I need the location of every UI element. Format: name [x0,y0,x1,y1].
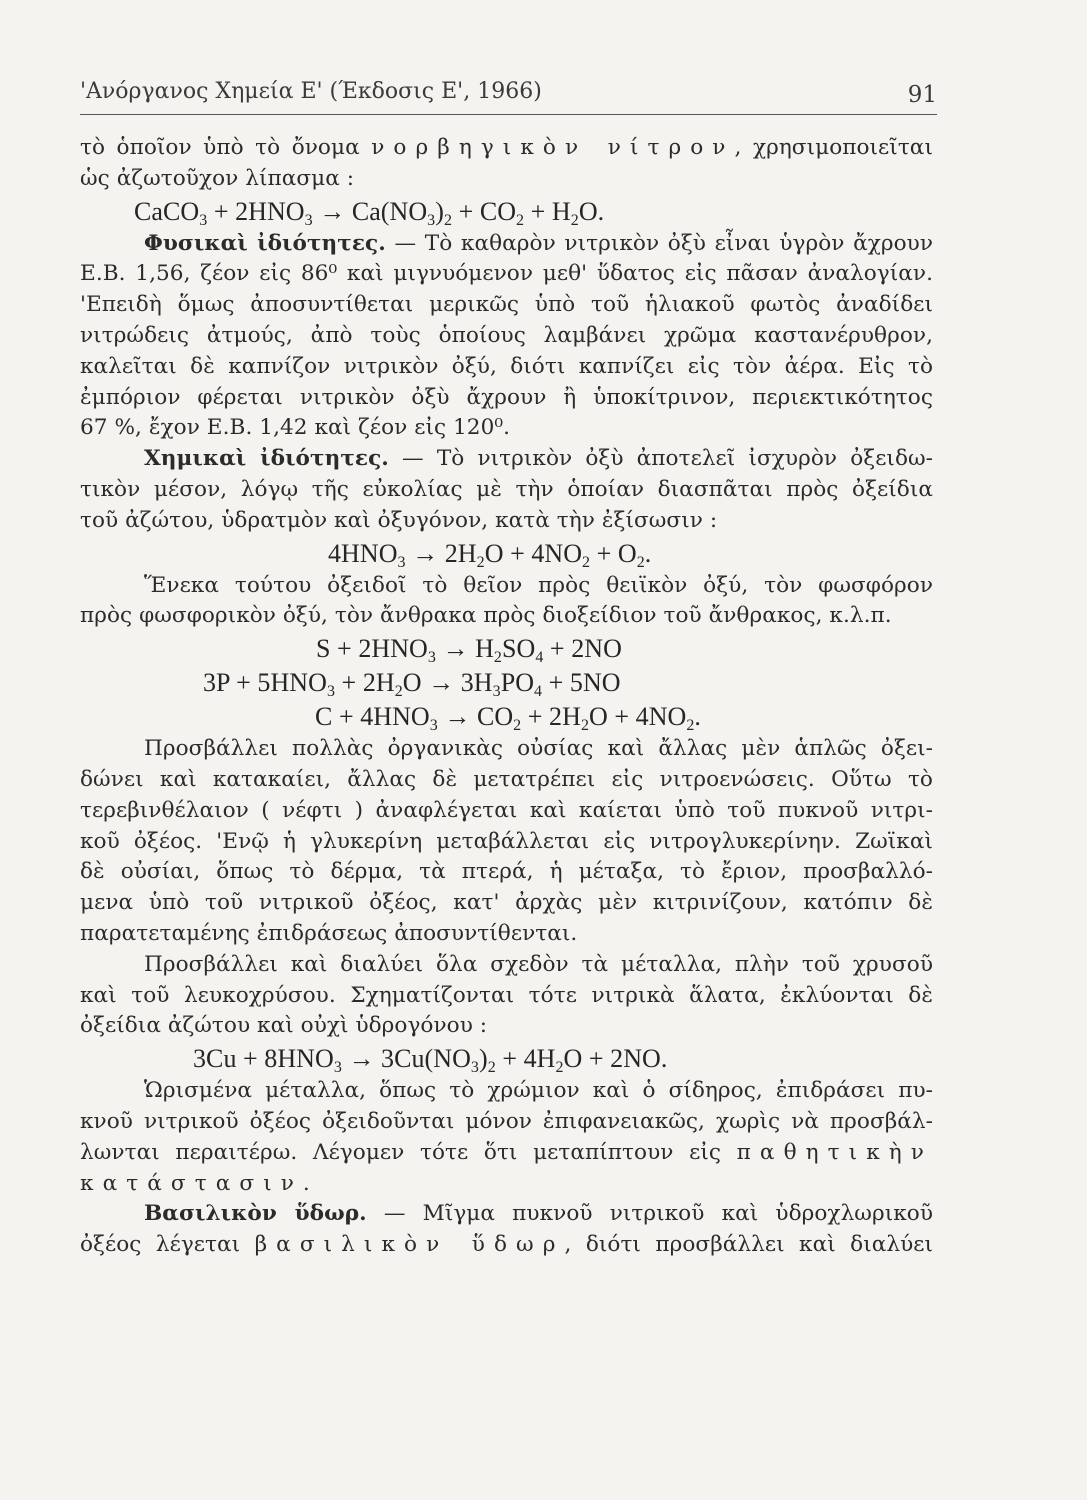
subscript: 2 [513,717,522,735]
subscript: 3 [333,1059,342,1077]
subscript: 2 [580,717,589,735]
text-line [80,1169,933,1200]
text-line: καλεῖται δὲ καπνίζον νιτρικὸν ὀξύ, διότι καπνίζει εἰς τὸν ἀέρα. Εἰς τὸ [80,353,933,379]
text-line: ὡς ἀζωτοῦχον λίπασμα : [80,165,355,191]
equation-text: O + 4NO [484,538,583,568]
paragraph-first-line: Προσβάλλει πολλὰς ὀργανικὰς οὐσίας καὶ ἄλλας μὲν ἁπλῶς ὀξει- [144,736,933,762]
equation-text: 3P + 5HNO [203,668,327,698]
text-line: δώνει καὶ κατακαίει, ἄλλας δὲ μετατρέπει εἰς νιτροενώσεις. Οὕτω τὸ [80,766,933,792]
subscript: 2 [476,553,485,571]
subscript: 4 [535,649,544,667]
equation-text: O. [578,196,605,226]
equation-text: + 2H [521,702,581,732]
subscript: 3 [429,717,438,735]
paragraph-first-line: Προσβάλλει καὶ διαλύει ὅλα σχεδὸν τὰ μέταλλα, πλὴν τοῦ χρυσοῦ [144,951,933,977]
equation-text: . [644,538,652,568]
subscript: 3 [304,211,313,229]
chemical-equation [80,1042,933,1076]
paragraph-first-line: Φυσικαὶ ἰδιότητες. — Τὸ καθαρὸν νιτρικὸν ὀξὺ εἶναι ὑγρὸν ἄχρουν [144,230,933,256]
chemical-equation [80,666,933,700]
chemical-equation [80,700,933,734]
text-line: 67 %, ἔχον Ε.Β. 1,42 καὶ ζέον εἰς 120⁰. [80,415,511,441]
section-heading: Βασιλικὸν ὕδωρ. [144,1201,367,1227]
section-heading: Χημικαὶ ἰδιότητες. [144,446,389,472]
subscript: 3 [470,1059,479,1077]
subscript: 2 [555,1059,564,1077]
subscript: 2 [686,717,695,735]
subscript: 2 [487,1059,496,1077]
text-line: πρὸς φωσφορικὸν ὀξύ, τὸν ἄνθρακα πρὸς διοξείδιον τοῦ ἄνθρακος, κ.λ.π. [80,603,892,629]
equation-text: + 2HNO [207,196,305,226]
section-heading: Φυσικαὶ ἰδιότητες. [144,230,386,256]
equation-text: → Ca(NO [312,196,428,226]
spaced-term: κατάστασιν. [80,1170,319,1196]
chemical-equation [80,632,933,666]
text-line: παρατεταμένης ἐπιδράσεως ἀποσυντίθενται. [80,920,578,946]
paragraph-first-line: Ἕνεκα τούτου ὀξειδοῖ τὸ θεῖον πρὸς θειϊκὸν ὀξύ, τὸν φωσφόρον [144,572,933,598]
equation-text: CaCO [134,196,200,226]
equation-text: 3Cu + 8HNO [193,1044,334,1074]
equation-text: ) [435,196,444,226]
subscript: 2 [582,553,591,571]
equation-text: → 3Cu(NO [341,1044,471,1074]
equation-text: → CO [437,702,514,732]
equation-text: → 2H [405,538,477,568]
equation-text: + 4H [495,1044,556,1074]
equation-text: + O [590,538,637,568]
spaced-term: παθητικὴν [736,1139,933,1165]
text-line: τερεβινθέλαιον ( νέφτι ) ἀναφλέγεται καὶ καίεται ὑπὸ τοῦ πυκνοῦ νιτρι- [80,797,933,823]
text-line: κοῦ ὀξέος. 'Ενῷ ἡ γλυκερίνη μεταβάλλεται εἰς νιτρογλυκερίνην. Ζωϊκαὶ [80,828,933,854]
chemical-equation [80,537,933,571]
equation-text: . [694,702,701,732]
text-line: δὲ οὐσίαι, ὅπως τὸ δέρμα, τὰ πτερά, ἡ μέταξα, τὸ ἔριον, προσβαλλό- [80,859,933,885]
chemical-equation [80,195,933,229]
subscript: 2 [570,211,579,229]
paragraph-first-line: Χημικαὶ ἰδιότητες. — Τὸ νιτρικὸν ὀξὺ ἀποτελεῖ ἰσχυρὸν ὀξειδω- [144,446,933,472]
text-line: καὶ τοῦ λευκοχρύσου. Σχηματίζονται τότε νιτρικὰ ἅλατα, ἐκλύονται δὲ [80,982,933,1008]
text-line: τοῦ ἀζώτου, ὑδρατμὸν καὶ ὀξυγόνον, κατὰ τὴν ἐξίσωσιν : [80,507,718,533]
subscript: 2 [516,211,525,229]
text-line: λωνται περαιτέρω. Λέγομεν τότε ὅτι μεταπίπτουν εἰς παθητικὴν [80,1139,933,1165]
equation-text: O + 2NO. [563,1044,668,1074]
text-line: ἐμπόριον φέρεται νιτρικὸν ὀξὺ ἄχρουν ἢ ὑποκίτρινον, περιεκτικότητος [80,384,933,410]
page-number: 91 [907,82,937,108]
subscript: 4 [534,683,543,701]
subscript: 2 [443,211,453,229]
subscript: 3 [199,211,208,229]
equation-text: + H [524,196,571,226]
text-line: ὀξέος λέγεται βασιλικὸν ὕδωρ, διότι προσβάλλει καὶ διαλύει [80,1232,934,1258]
text-line: ὀξείδια ἀζώτου καὶ οὐχὶ ὑδρογόνου : [80,1013,488,1039]
equation-text: C + 4HNO [315,702,430,732]
subscript: 3 [427,211,436,229]
text-line: κνοῦ νιτρικοῦ ὀξέος ὀξειδοῦνται μόνον ἐπιφανειακῶς, χωρὶς νὰ προσβάλ- [80,1108,933,1134]
subscript: 2 [394,683,403,701]
text-line: μενα ὑπὸ τοῦ νιτρικοῦ ὀξέος, κατ' ἀρχὰς μὲν κιτρινίζουν, κατόπιν δὲ [80,890,933,916]
text-line: τικὸν μέσον, λόγῳ τῆς εὐκολίας μὲ τὴν ὁποίαν διασπᾶται πρὸς ὀξείδια [80,476,933,502]
subscript: 2 [636,553,645,571]
running-title: 'Ανόργανος Χημεία Ε' (Έκδοσις Ε', 1966) [80,79,542,104]
subscript: 3 [492,683,501,701]
equation-text: 4HNO [328,538,398,568]
equation-text: O + 4NO [589,702,687,732]
paragraph-first-line: Βασιλικὸν ὕδωρ. — Μῖγμα πυκνοῦ νιτρικοῦ καὶ ὑδροχλωρικοῦ [144,1201,933,1227]
equation-text: + 2NO [543,634,622,664]
text-line: νιτρώδεις ἀτμούς, ἀπὸ τοὺς ὁποίους λαμβάνει χρῶμα καστανέρυθρον, [80,322,933,348]
equation-text: PO [500,668,535,698]
text-line: 'Επειδὴ ὅμως ἀποσυντίθεται μερικῶς ὑπὸ τοῦ ἡλιακοῦ φωτὸς ἀναδίδει [80,292,933,318]
equation-text: ) [478,1044,488,1074]
spaced-term: νορβηγικὸν νίτρον [371,135,735,160]
equation-text: + 2H [335,668,395,698]
subscript: 2 [493,649,502,667]
equation-text: → H [435,634,494,664]
equation-text: O → 3H [402,668,493,698]
equation-text: + 5NO [542,668,621,698]
page-body [80,133,933,1261]
subscript: 3 [427,649,436,667]
subscript: 3 [397,553,406,571]
page-header [80,70,937,115]
subscript: 3 [326,683,335,701]
paragraph-first-line: Ὡρισμένα μέταλλα, ὅπως τὸ χρώμιον καὶ ὁ σίδηρος, ἐπιδράσει πυ- [144,1078,933,1104]
equation-text: SO [501,634,536,664]
text-line: Ε.Β. 1,56, ζέον εἰς 86⁰ καὶ μιγνυόμενον μεθ' ὕδατος εἰς πᾶσαν ἀναλογίαν. [80,261,933,287]
spaced-term: βασιλικὸν ὕδωρ [254,1232,565,1258]
equation-text: + CO [452,196,517,226]
text-line: τὸ ὁποῖον ὑπὸ τὸ ὄνομα νορβηγικὸν νίτρον, χρησιμοποιεῖται [80,135,933,160]
equation-text: S + 2HNO [316,634,428,664]
